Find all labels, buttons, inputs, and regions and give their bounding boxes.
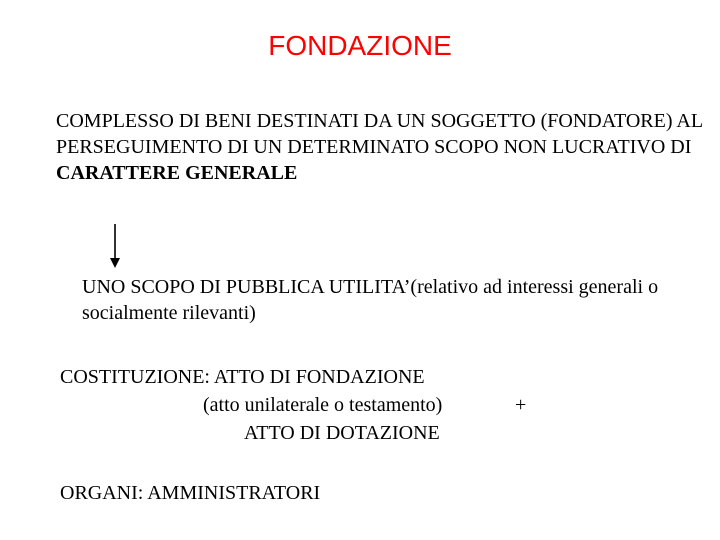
scope-text: UNO SCOPO DI PUBBLICA UTILITA’(relativo ad interessi generali o socialmente rilevanti) <box>82 276 659 324</box>
down-arrow-icon <box>108 224 122 268</box>
constitution-line-endowment-act: ATTO DI DOTAZIONE <box>244 422 440 444</box>
constitution-line-founding-act: COSTITUZIONE: ATTO DI FONDAZIONE <box>60 366 425 388</box>
definition-emphasis: CARATTERE GENERALE <box>56 162 298 184</box>
definition-text <box>56 108 716 186</box>
constitution-line-act-type: (atto unilaterale o testamento) <box>203 394 443 416</box>
constitution-plus-sign: + <box>515 394 527 416</box>
definition-main: COMPLESSO DI BENI DESTINATI DA UN SOGGETTO (FONDATORE) AL PERSEGUIMENTO DI UN DETERMINATO SCOPO NON LUCRATIVO DI <box>56 110 703 158</box>
organs-text: ORGANI: AMMINISTRATORI <box>60 482 321 504</box>
constitution-block <box>60 363 580 453</box>
slide-title: FONDAZIONE <box>268 30 452 61</box>
